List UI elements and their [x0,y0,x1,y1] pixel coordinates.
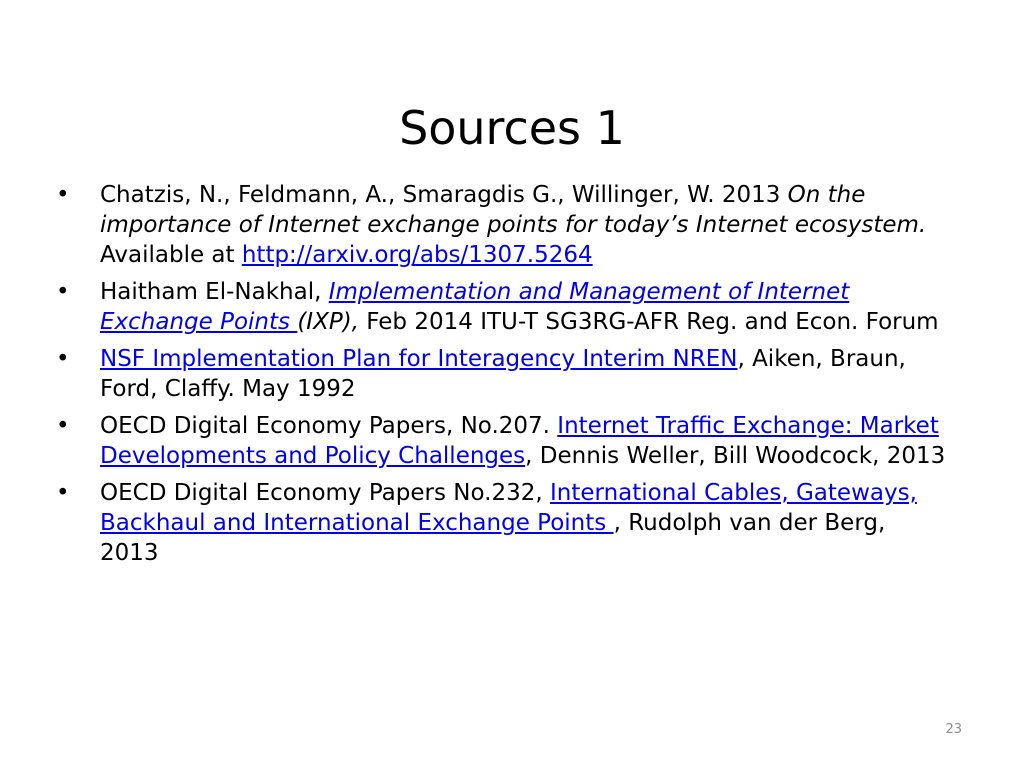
source-item [56,277,946,337]
bullet-icon: • [56,413,70,439]
source-publisher: OECD Digital Economy Papers, No.207. [100,413,558,439]
source-link[interactable]: Internet Traffic Exchange: Market Developments and Policy Challenges [100,413,939,469]
source-authors: Chatzis, N., Feldmann, A., Smaragdis G., Willinger, W. 2013 [100,182,788,208]
sources-list [56,180,946,575]
source-authors: Haitham El-Nakhal, [100,279,329,305]
source-item [56,411,946,471]
page-number: 23 [945,722,962,737]
slide-title: Sources 1 [399,100,625,155]
source-link[interactable]: International Cables, Gateways, Backhaul and International Exchange Points [100,480,917,536]
source-link[interactable]: Implementation and Management of Internet Exchange Points [100,279,850,335]
source-details: Feb 2014 ITU-T SG3RG-AFR Reg. and Econ. Forum [359,309,939,335]
source-details: , Rudolph van der Berg, 2013 [100,510,886,566]
source-available-at: Available at [100,242,242,268]
bullet-icon: • [56,346,70,372]
source-title: On the importance of Internet exchange points for today’s Internet ecosystem. [100,182,927,238]
source-link[interactable]: http://arxiv.org/abs/1307.5264 [241,242,593,268]
source-title-suffix: (IXP), [297,309,359,335]
source-publisher: OECD Digital Economy Papers No.232, [100,480,550,506]
bullet-icon: • [56,182,70,208]
source-item [56,344,946,404]
bullet-icon: • [56,480,70,506]
source-item [56,180,946,270]
source-item [56,478,946,568]
bullet-icon: • [56,279,70,305]
source-details: , Aiken, Braun, Ford, Claffy. May 1992 [100,346,906,402]
source-link[interactable]: NSF Implementation Plan for Interagency Interim NREN [100,346,738,372]
source-details: , Dennis Weller, Bill Woodcock, 2013 [525,443,946,469]
